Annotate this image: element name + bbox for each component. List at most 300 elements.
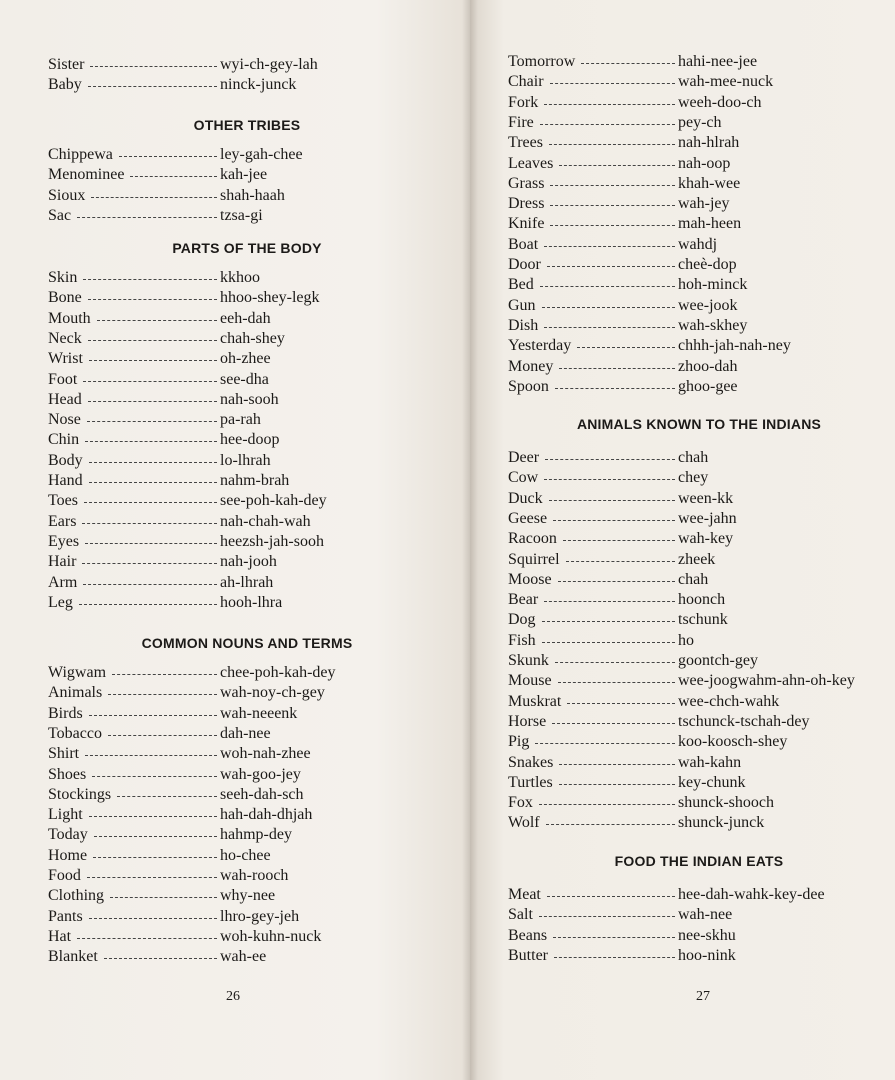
page-number-left: 26 — [226, 989, 240, 1004]
indian-word: why-nee — [220, 887, 276, 905]
indian-word: ween-kk — [678, 489, 734, 507]
vocab-entry — [508, 275, 888, 295]
dotted-leader — [89, 482, 217, 483]
dotted-leader — [554, 957, 675, 958]
english-word: Sister — [48, 56, 85, 73]
vocab-entry — [48, 451, 428, 471]
vocab-entry — [48, 663, 428, 683]
dotted-leader — [544, 246, 675, 247]
dotted-leader — [544, 479, 675, 480]
english-word: Door — [508, 256, 541, 273]
indian-word: hah-dah-dhjah — [220, 806, 313, 824]
english-word: Chair — [508, 73, 544, 91]
vocab-entry — [508, 946, 888, 966]
dotted-leader — [550, 185, 675, 186]
indian-word: nah-sooh — [220, 390, 279, 408]
dotted-leader — [88, 86, 217, 87]
dotted-leader — [82, 563, 217, 564]
dotted-leader — [89, 715, 217, 716]
dotted-leader — [546, 824, 675, 825]
vocab-entry — [48, 349, 428, 369]
english-word: Cow — [508, 469, 539, 487]
indian-word: woh-kuhn-nuck — [220, 927, 322, 945]
section-heading: PARTS OF THE BODY — [172, 240, 322, 256]
dotted-leader — [110, 897, 217, 898]
english-word: Dog — [508, 611, 536, 629]
dotted-leader — [77, 938, 217, 939]
english-word: Food — [48, 867, 81, 884]
vocab-entry — [48, 704, 428, 724]
indian-word: wah-jey — [678, 195, 730, 213]
indian-word: wah-goo-jey — [220, 765, 301, 783]
indian-word: wah-neeenk — [220, 704, 298, 722]
vocab-entry — [48, 866, 428, 886]
english-word: Foot — [48, 370, 78, 388]
indian-word: hahi-nee-jee — [678, 53, 758, 70]
dotted-leader — [563, 540, 675, 541]
indian-word: wahdj — [678, 235, 718, 253]
english-word: Wigwam — [48, 664, 107, 681]
english-word: Chippewa — [48, 146, 113, 163]
vocab-entry — [48, 288, 428, 308]
english-word: Light — [48, 806, 83, 824]
dotted-leader — [82, 523, 217, 524]
dotted-leader — [79, 604, 217, 605]
dotted-leader — [85, 441, 217, 442]
dotted-leader — [89, 816, 217, 817]
english-word: Horse — [508, 712, 547, 730]
dotted-leader — [104, 958, 217, 959]
vocab-entry — [508, 773, 888, 793]
indian-word: woh-nah-zhee — [220, 745, 311, 763]
vocab-entry — [48, 491, 428, 511]
dotted-leader — [85, 755, 217, 756]
vocab-entry — [508, 357, 888, 377]
english-word: Nose — [48, 411, 81, 429]
vocab-entry — [48, 165, 428, 185]
dotted-leader — [555, 388, 675, 389]
vocab-entry — [508, 732, 888, 752]
indian-word: pey-ch — [678, 113, 722, 131]
indian-word: zheek — [678, 550, 716, 568]
vocab-entry — [508, 631, 888, 651]
vocab-entry — [48, 683, 428, 703]
indian-word: eeh-dah — [220, 309, 271, 327]
dotted-leader — [540, 286, 675, 287]
dotted-leader — [88, 299, 217, 300]
english-word: Fork — [508, 93, 539, 111]
indian-word: chhh-jah-nah-ney — [678, 337, 791, 355]
indian-word: ho-chee — [220, 846, 271, 864]
english-word: Racoon — [508, 530, 557, 548]
vocab-entry — [48, 206, 428, 226]
english-word: Tomorrow — [508, 53, 576, 70]
dotted-leader — [549, 500, 675, 501]
english-word: Today — [48, 826, 88, 844]
indian-word: dah-nee — [220, 724, 271, 742]
english-word: Meat — [508, 886, 541, 903]
english-word: Blanket — [48, 948, 98, 966]
english-word: Moose — [508, 570, 552, 588]
english-word: Neck — [48, 329, 82, 347]
dotted-leader — [550, 83, 675, 84]
vocab-entry — [48, 410, 428, 430]
vocab-entry — [48, 512, 428, 532]
indian-word: ghoo-gee — [678, 377, 738, 395]
indian-word: tschunk — [678, 611, 728, 629]
indian-word: nee-skhu — [678, 926, 736, 944]
english-word: Salt — [508, 906, 533, 924]
indian-word: see-poh-kah-dey — [220, 492, 327, 510]
indian-word: chee-poh-kah-dey — [220, 664, 336, 681]
indian-word: ah-lhrah — [220, 573, 274, 591]
vocab-entry — [48, 886, 428, 906]
english-word: Money — [508, 357, 554, 375]
english-word: Muskrat — [508, 692, 562, 710]
english-word: Mouse — [508, 672, 552, 690]
english-word: Birds — [48, 704, 83, 722]
vocab-entry — [508, 489, 888, 509]
dotted-leader — [539, 916, 675, 917]
indian-word: chey — [678, 469, 709, 487]
vocab-entry — [48, 825, 428, 845]
indian-word: wah-key — [678, 530, 734, 548]
indian-word: shunck-shooch — [678, 794, 774, 812]
dotted-leader — [547, 896, 675, 897]
dotted-leader — [567, 703, 675, 704]
dotted-leader — [77, 217, 217, 218]
vocab-entry — [508, 377, 888, 397]
vocab-entry — [48, 75, 428, 95]
english-word: Grass — [508, 174, 545, 192]
english-word: Hair — [48, 553, 77, 571]
english-word: Pants — [48, 907, 83, 925]
dotted-leader — [108, 735, 217, 736]
indian-word: wyi-ch-gey-lah — [220, 56, 318, 73]
english-word: Dish — [508, 316, 539, 334]
indian-word: wah-noy-ch-gey — [220, 684, 325, 702]
indian-word: seeh-dah-sch — [220, 785, 304, 803]
english-word: Hand — [48, 472, 83, 489]
dotted-leader — [581, 63, 675, 64]
english-word: Baby — [48, 76, 82, 94]
indian-word: cheè-dop — [678, 256, 737, 273]
indian-word: nah-oop — [678, 154, 731, 172]
english-word: Snakes — [508, 753, 554, 771]
dotted-leader — [547, 266, 675, 267]
section-heading: FOOD THE INDIAN EATS — [614, 853, 784, 869]
dotted-leader — [112, 674, 217, 675]
vocab-entry — [48, 744, 428, 764]
vocab-entry — [508, 926, 888, 946]
english-word: Home — [48, 846, 88, 864]
dotted-leader — [89, 462, 217, 463]
vocab-entry — [508, 905, 888, 925]
indian-word: zhoo-dah — [678, 357, 738, 375]
vocab-entry — [48, 927, 428, 947]
indian-word: chah — [678, 570, 709, 588]
indian-word: hooh-lhra — [220, 593, 283, 611]
dotted-leader — [566, 561, 675, 562]
dotted-leader — [90, 66, 217, 67]
english-word: Trees — [508, 134, 543, 152]
dotted-leader — [553, 937, 675, 938]
vocab-entry — [508, 448, 888, 468]
indian-word: see-dha — [220, 370, 269, 388]
english-word: Chin — [48, 431, 80, 449]
english-word: Squirrel — [508, 550, 560, 568]
dotted-leader — [559, 165, 675, 166]
vocab-entry — [48, 471, 428, 491]
dotted-leader — [130, 176, 217, 177]
indian-word: hhoo-shey-legk — [220, 289, 320, 307]
english-word: Geese — [508, 509, 548, 527]
indian-word: nah-jooh — [220, 553, 277, 571]
dotted-leader — [119, 156, 217, 157]
indian-word: kkhoo — [220, 269, 260, 286]
indian-word: ho — [678, 631, 694, 649]
vocab-entry — [508, 174, 888, 194]
indian-word: oh-zhee — [220, 350, 271, 368]
vocab-entry — [508, 154, 888, 174]
dotted-leader — [553, 520, 675, 521]
vocab-entry — [48, 268, 428, 288]
dotted-leader — [88, 340, 217, 341]
dotted-leader — [89, 360, 217, 361]
vocab-entry — [508, 296, 888, 316]
dotted-leader — [544, 327, 675, 328]
indian-word: wah-kahn — [678, 753, 742, 771]
vocab-entry — [48, 309, 428, 329]
vocab-entry — [508, 235, 888, 255]
indian-word: ninck-junck — [220, 76, 297, 94]
indian-word: tzsa-gi — [220, 206, 263, 224]
dotted-leader — [540, 124, 675, 125]
vocab-entry — [48, 370, 428, 390]
english-word: Stockings — [48, 785, 112, 803]
english-word: Body — [48, 451, 83, 469]
english-word: Animals — [48, 684, 103, 702]
page-number-right: 27 — [696, 989, 710, 1004]
indian-word: goontch-gey — [678, 652, 758, 669]
english-word: Beans — [508, 926, 548, 944]
dotted-leader — [83, 279, 217, 280]
english-word: Arm — [48, 573, 78, 591]
english-word: Butter — [508, 946, 548, 964]
indian-word: wee-chch-wahk — [678, 692, 780, 710]
vocab-entry — [508, 133, 888, 153]
vocab-entry — [48, 805, 428, 825]
indian-word: wah-ee — [220, 948, 267, 966]
vocab-entry — [508, 509, 888, 529]
english-word: Deer — [508, 449, 540, 466]
english-word: Duck — [508, 489, 543, 507]
indian-word: wah-mee-nuck — [678, 73, 774, 91]
english-word: Leaves — [508, 154, 554, 172]
dotted-leader — [87, 421, 217, 422]
dotted-leader — [539, 804, 675, 805]
indian-word: wah-rooch — [220, 867, 289, 884]
dotted-leader — [542, 307, 675, 308]
vocab-entry — [508, 753, 888, 773]
vocab-entry — [48, 846, 428, 866]
dotted-leader — [544, 104, 675, 105]
indian-word: kah-jee — [220, 166, 268, 184]
dotted-leader — [577, 347, 675, 348]
english-word: Boat — [508, 235, 539, 253]
indian-word: lhro-gey-jeh — [220, 907, 300, 925]
indian-word: pa-rah — [220, 411, 261, 429]
dotted-leader — [83, 584, 217, 585]
dotted-leader — [558, 682, 675, 683]
vocab-entry — [508, 316, 888, 336]
section-heading: ANIMALS KNOWN TO THE INDIANS — [576, 416, 822, 432]
section-heading: OTHER TRIBES — [193, 117, 301, 133]
indian-word: tschunck-tschah-dey — [678, 712, 810, 730]
dotted-leader — [550, 205, 675, 206]
dotted-leader — [108, 694, 217, 695]
vocab-entry — [48, 785, 428, 805]
vocab-entry — [508, 194, 888, 214]
vocab-entry — [48, 55, 428, 75]
indian-word: mah-heen — [678, 215, 742, 233]
indian-word: hee-doop — [220, 431, 280, 449]
english-word: Turtles — [508, 773, 553, 791]
dotted-leader — [83, 381, 217, 382]
english-word: Yesterday — [508, 337, 572, 355]
english-word: Fire — [508, 113, 534, 131]
dotted-leader — [558, 581, 675, 582]
vocab-entry — [48, 145, 428, 165]
dotted-leader — [559, 368, 675, 369]
english-word: Mouth — [48, 309, 91, 327]
dotted-leader — [555, 662, 675, 663]
vocab-entry — [48, 430, 428, 450]
indian-word: chah-shey — [220, 329, 285, 347]
dotted-leader — [117, 796, 217, 797]
dotted-leader — [542, 621, 675, 622]
vocab-entry — [508, 671, 888, 691]
indian-word: hoh-minck — [678, 276, 748, 294]
english-word: Skunk — [508, 652, 549, 669]
indian-word: lo-lhrah — [220, 451, 271, 469]
vocab-entry — [48, 329, 428, 349]
dotted-leader — [93, 857, 217, 858]
vocab-entry — [48, 593, 428, 613]
vocab-entry — [508, 214, 888, 234]
vocab-entry — [508, 712, 888, 732]
indian-word: weeh-doo-ch — [678, 93, 762, 111]
english-word: Menominee — [48, 166, 125, 184]
vocab-entry — [508, 529, 888, 549]
english-word: Fox — [508, 794, 533, 812]
vocab-entry — [508, 336, 888, 356]
vocab-entry — [508, 550, 888, 570]
english-word: Bed — [508, 276, 534, 294]
english-word: Wolf — [508, 814, 540, 832]
book-gutter — [462, 0, 478, 1080]
indian-word: khah-wee — [678, 174, 741, 192]
english-word: Shirt — [48, 745, 80, 763]
dotted-leader — [85, 543, 217, 544]
english-word: Tobacco — [48, 724, 102, 742]
indian-word: hoo-nink — [678, 946, 736, 964]
vocab-entry — [508, 813, 888, 833]
english-word: Fish — [508, 631, 536, 649]
english-word: Gun — [508, 296, 536, 314]
english-word: Pig — [508, 733, 530, 751]
vocab-entry — [508, 72, 888, 92]
vocab-entry — [48, 532, 428, 552]
dotted-leader — [559, 764, 675, 765]
indian-word: chah — [678, 449, 709, 466]
section-heading: COMMON NOUNS AND TERMS — [141, 635, 353, 651]
vocab-entry — [508, 692, 888, 712]
dotted-leader — [91, 197, 217, 198]
vocab-entry — [508, 590, 888, 610]
vocab-entry — [508, 52, 888, 72]
vocab-entry — [508, 93, 888, 113]
english-word: Sioux — [48, 186, 86, 204]
english-word: Head — [48, 390, 82, 408]
dotted-leader — [89, 918, 217, 919]
dotted-leader — [88, 401, 217, 402]
english-word: Knife — [508, 215, 545, 233]
indian-word: koo-koosch-shey — [678, 733, 788, 751]
indian-word: heezsh-jah-sooh — [220, 532, 324, 550]
indian-word: wee-jook — [678, 296, 738, 314]
english-word: Bear — [508, 591, 539, 609]
vocab-entry — [508, 885, 888, 905]
vocab-entry — [48, 186, 428, 206]
dotted-leader — [549, 144, 675, 145]
right-page — [470, 0, 895, 1080]
english-word: Sac — [48, 206, 72, 224]
vocab-entry — [48, 552, 428, 572]
indian-word: wah-skhey — [678, 316, 748, 334]
dotted-leader — [544, 601, 675, 602]
english-word: Shoes — [48, 765, 87, 783]
indian-word: nah-chah-wah — [220, 512, 311, 530]
english-word: Eyes — [48, 532, 80, 550]
indian-word: hahmp-dey — [220, 826, 292, 844]
dotted-leader — [84, 502, 217, 503]
vocab-entry — [508, 610, 888, 630]
indian-word: shunck-junck — [678, 814, 765, 832]
vocab-entry — [48, 390, 428, 410]
english-word: Spoon — [508, 377, 549, 395]
vocab-entry — [508, 793, 888, 813]
english-word: Bone — [48, 289, 82, 307]
dotted-leader — [545, 459, 675, 460]
english-word: Clothing — [48, 887, 105, 905]
english-word: Skin — [48, 269, 78, 286]
vocab-entry — [508, 570, 888, 590]
english-word: Wrist — [48, 350, 83, 368]
indian-word: wee-joogwahm-ahn-oh-key — [678, 672, 855, 690]
vocab-entry — [508, 113, 888, 133]
vocab-entry — [48, 724, 428, 744]
english-word: Hat — [48, 927, 72, 945]
vocab-entry — [48, 947, 428, 967]
english-word: Ears — [48, 512, 77, 530]
vocab-entry — [48, 765, 428, 785]
indian-word: key-chunk — [678, 773, 746, 791]
english-word: Dress — [508, 195, 545, 213]
english-word: Toes — [48, 492, 78, 510]
vocab-entry — [508, 255, 888, 275]
dotted-leader — [92, 776, 217, 777]
